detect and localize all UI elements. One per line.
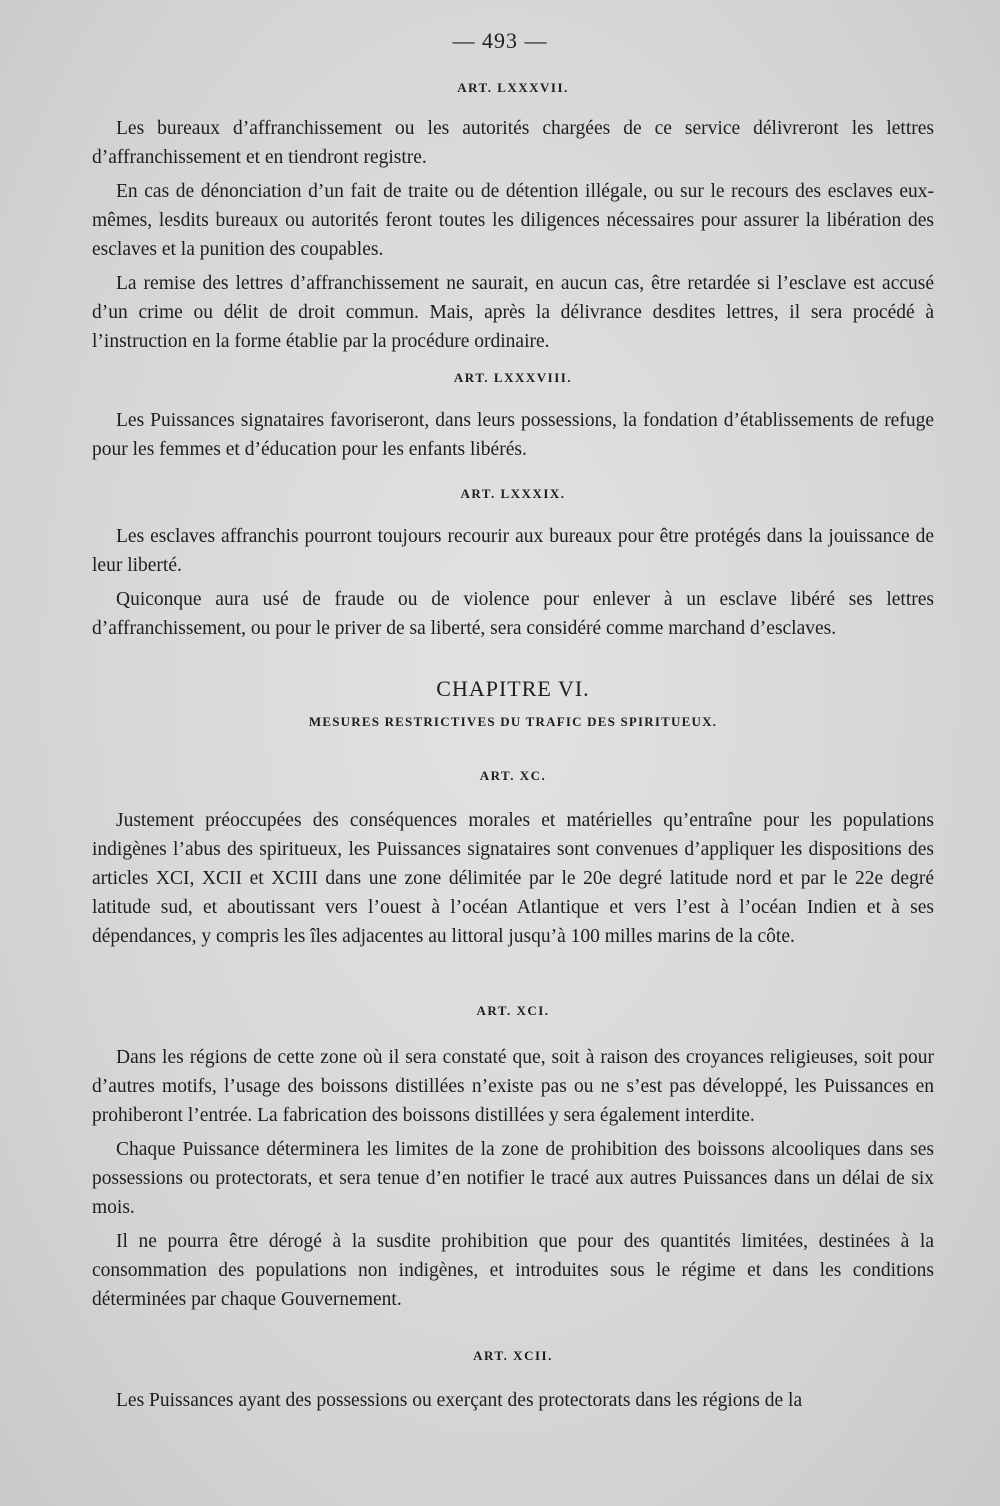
paragraph: Dans les régions de cette zone où il sera constaté que, soit à raison des croyances religieuses, soit pour d’autres motifs, l’usage des boissons distillées n’existe pas ou ne s’est pas développé, les Puissances en prohiberont l’entrée. La fabrication des boissons distillées y sera également interdite. <box>92 1047 934 1126</box>
paragraph: Il ne pourra être dérogé à la susdite prohibition que pour des quantités limitées, destinées à la consommation des populations non indigènes, et introduites sous le régime et dans les conditions déterminées par chaque Gouvernement. <box>92 1231 934 1310</box>
article-xcii <box>92 1348 934 1415</box>
article-lxxxviii <box>92 370 934 464</box>
paragraph: Les bureaux d’affranchissement ou les autorités chargées de ce service délivreront les lettres d’affranchissement et en tiendront registre. <box>92 118 934 168</box>
paragraph: Les Puissances signataires favoriseront, dans leurs possessions, la fondation d’établissements de refuge pour les femmes et d’éducation pour les enfants libérés. <box>92 410 934 460</box>
article-heading: ART. XC. <box>479 768 547 783</box>
chapter-title: CHAPITRE VI. <box>436 676 590 701</box>
paragraph: Les Puissances ayant des possessions ou exerçant des protectorats dans les régions de la <box>116 1390 803 1411</box>
paragraph: Les esclaves affranchis pourront toujours recourir aux bureaux pour être protégés dans la jouissance de leur liberté. <box>92 526 934 576</box>
article-xc <box>92 768 934 951</box>
paragraph: Justement préoccupées des conséquences morales et matérielles qu’entraîne pour les populations indigènes l’abus des spiritueux, les Puissances signataires sont convenues d’appliquer les dispositions des articles XCI, XCII et XCIII dans une zone délimitée par le 20e degré latitude nord et par le 22e degré latitude sud, et aboutissant vers l’ouest à l’océan Atlantique et vers l’est à l’océan Indien et à ses dépendances, y compris les îles adjacentes au littoral jusqu’à 100 milles marins de la côte. <box>92 810 934 947</box>
paragraph: Quiconque aura usé de fraude ou de violence pour enlever à un esclave libéré ses lettres d’affranchissement, ou pour le priver de sa liberté, sera considéré comme marchand d’esclaves. <box>92 589 934 639</box>
chapter-subtitle: MESURES RESTRICTIVES DU TRAFIC DES SPIRITUEUX. <box>308 714 718 729</box>
article-heading: ART. LXXXVII. <box>457 80 569 95</box>
article-xci <box>92 1003 934 1314</box>
article-lxxxix <box>92 486 934 643</box>
chapter-header <box>92 676 934 730</box>
page-number: — 493 — <box>452 28 548 53</box>
paragraph: Chaque Puissance déterminera les limites de la zone de prohibition des boissons alcooliques dans ses possessions ou protectorats, et sera tenue d’en notifier le tracé aux autres Puissances dans un délai de six mois. <box>92 1139 934 1218</box>
paragraph: La remise des lettres d’affranchissement ne saurait, en aucun cas, être retardée si l’esclave est accusé d’un crime ou délit de droit commun. Mais, après la délivrance desdites lettres, il sera procédé à l’instruction en la forme établie par la procédure ordinaire. <box>92 273 934 352</box>
article-heading: ART. LXXXVIII. <box>453 370 573 385</box>
article-heading: ART. XCII. <box>473 1348 553 1363</box>
article-lxxxvii <box>92 80 934 356</box>
article-heading: ART. XCI. <box>476 1003 550 1018</box>
article-heading: ART. LXXXIX. <box>460 486 566 501</box>
paragraph: En cas de dénonciation d’un fait de traite ou de détention illégale, ou sur le recours des esclaves eux-mêmes, lesdits bureaux ou autorités feront toutes les diligences nécessaires pour assurer la libération des esclaves et la punition des coupables. <box>92 181 934 260</box>
